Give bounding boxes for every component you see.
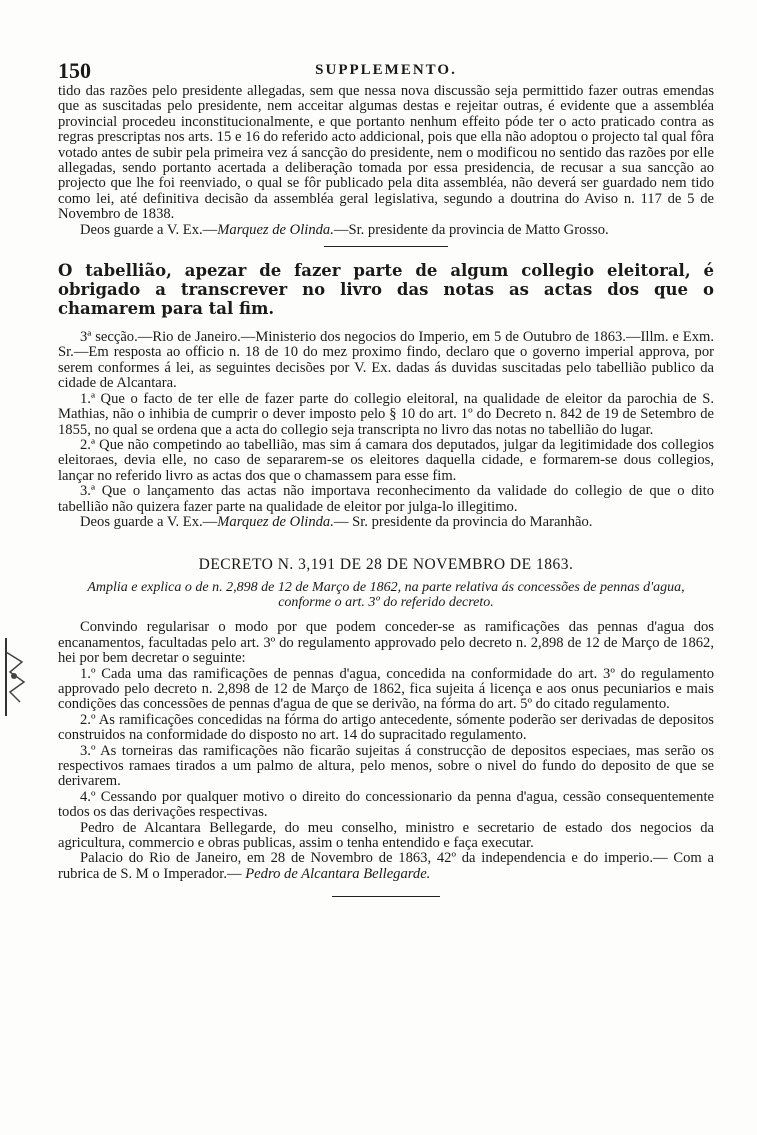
- closing-paragraph: [58, 515, 714, 530]
- closing-end: —Sr. presidente da provincia de Matto Grosso.: [333, 221, 609, 238]
- decision-3: 3.ª Que o lançamento das actas não importava reconhecimento da validade do collegio de que o dito tabellião não quizera fazer parte na qualidade de eleitor por julga-lo illegitimo.: [58, 483, 714, 515]
- decision-2: 2.ª Que não competindo ao tabellião, mas sim á camara dos deputados, julgar da legitimidade dos collegios eleitoraes, devia elle, no caso de separarem-se os eleitores daquella cidade, e formarem-se dous collegios, lançar no referido livro as actas dos que o chamassem para esse fim.: [58, 436, 714, 484]
- closing-start: Deos guarde a V. Ex.—: [80, 513, 218, 530]
- article-3: 3.º As torneiras das ramificações não ficarão sujeitas á construcção de depositos especiaes, mas serão os respectivos ramaes tirados a um palmo de altura, pelo menos, sobre o nivel do fundo do deposito de que se derivarem.: [58, 742, 714, 790]
- running-title: SUPPLEMENTO.: [315, 62, 457, 78]
- palace-paragraph: [58, 851, 714, 882]
- article-2: 2.º As ramificações concedidas na fórma do artigo antecedente, sómente poderão ser derivadas de depositos construidos na conformidade do disposto no art. 14 do supracitado regulamento.: [58, 711, 714, 744]
- closing-end: — Sr. presidente da provincia do Maranhão.: [333, 513, 593, 530]
- divider: [332, 896, 440, 897]
- section-heading: O tabellião, apezar de fazer parte de algum collegio eleitoral, é obrigado a transcrever no livro das notas as actas dos que o chamarem para tal fim.: [58, 261, 714, 319]
- signature: Marquez de Olinda.: [217, 513, 334, 530]
- decree-title: DECRETO N. 3,191 DE 28 DE NOVEMBRO DE 1863.: [198, 556, 574, 574]
- binding-mark: [0, 632, 30, 722]
- running-head: [58, 58, 714, 84]
- closing-start: Deos guarde a V. Ex.—: [80, 221, 218, 238]
- continued-paragraph: tido das razões pelo presidente allegadas, sem que nessa nova discussão seja permittido fazer outras emendas que as suscitadas pelo presidente, nem acceitar algumas destas e rejeitar outras, é evidente que a assembléa provincial procedeu inconstitucionalmente, e que portanto nenhum effeito póde ter o acto praticado contra as regras prescriptas nos arts. 15 e 16 do referido acto addicional, pois que ella não adoptou o projecto tal qual fôra votado antes de subir pela primeira vez á sancção do presidente, nem o modificou no sentido das razões por elle allegadas, sendo portanto acertada a deliberação tomada por essa presidencia, de recusar a sua sancção ao projecto que lhe foi reenviado, o qual se fôr publicado pela dita assembléa, não deverá ser guardado nem tido como lei, até definitiva decisão da assembléa geral legislativa, segundo a doutrina do Aviso n. 117 de 5 de Novembro de 1838.: [58, 83, 714, 223]
- decree-intro: Convindo regularisar o modo por que podem conceder-se as ramificações das pennas d'agua dos encanamentos, facultadas pelo art. 3º do regulamento approvado pelo decreto n. 2,898 de 12 de Março de 1862, hei por bem decretar o seguinte:: [58, 619, 714, 667]
- page-number: 150: [58, 58, 91, 83]
- divider: [324, 246, 448, 247]
- minister-paragraph: Pedro de Alcantara Bellegarde, do meu conselho, ministro e secretario de estado dos negocios da agricultura, commercio e obras publicas, assim o tenha entendido e faça executar.: [58, 819, 714, 852]
- page: [58, 58, 714, 907]
- section-intro: 3ª secção.—Rio de Janeiro.—Ministerio dos negocios do Imperio, em 5 de Outubro de 1863.—Illm. e Exm. Sr.—Em resposta ao officio n. 18 de 10 do mez proximo findo, declaro que o governo imperial approva, por serem conformes á lei, as seguintes decisões por V. Ex. dadas ás duvidas suscitadas pelo tabellião publico da cidade de Alcantara.: [58, 329, 714, 392]
- signature: Pedro de Alcantara Bellegarde.: [245, 865, 431, 882]
- closing-paragraph: [58, 223, 714, 238]
- signature: Marquez de Olinda.: [217, 221, 334, 238]
- palace-text: Palacio do Rio de Janeiro, em 28 de Novembro de 1863, 42º da independencia e do imperio.— Com a rubrica de S. M o Imperador.—: [58, 850, 714, 882]
- article-4: 4.º Cessando por qualquer motivo o direito do concessionario da penna d'agua, cessão consequentemente todos os das derivações respectivas.: [58, 788, 714, 821]
- decision-1: 1.ª Que o facto de ter elle de fazer parte do collegio eleitoral, na qualidade de eleitor da parochia de S. Mathias, não o inhibia de cumprir o dever imposto pelo § 10 do art. 1º do Decreto n. 842 de 19 de Setembro de 1855, no qual se ordena que a acta do collegio seja transcripta no livro das notas no tabellião do lugar.: [58, 390, 714, 438]
- article-1: 1.º Cada uma das ramificações de pennas d'agua, concedida na conformidade do art. 3º do regulamento approvado pelo decreto n. 2,898 de 12 de Março de 1862, fica sujeita á licença e aos onus pecuniarios e mais condições das concessões de pennas d'agua de que se derivão, na fórma do art. 5º do citado regulamento.: [58, 665, 714, 713]
- decree-summary: Amplia e explica o de n. 2,898 de 12 de Março de 1862, na parte relativa ás concessões de pennas d'agua, conforme o art. 3º do referido decreto.: [87, 580, 685, 611]
